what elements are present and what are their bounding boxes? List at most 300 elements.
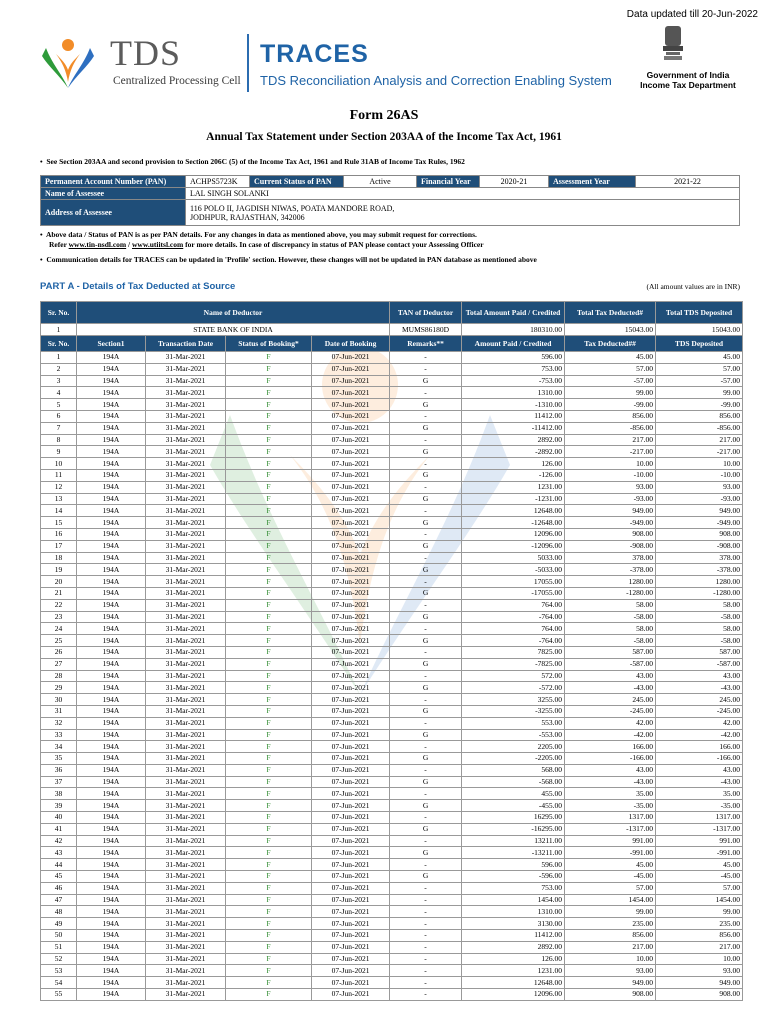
txn-date: 31-Mar-2021 — [146, 611, 226, 623]
txn-status: F — [226, 894, 312, 906]
txn-sr-no: 42 — [41, 835, 77, 847]
txn-tds: 949.00 — [656, 505, 743, 517]
table-row — [41, 517, 743, 529]
txn-amount: 572.00 — [462, 670, 565, 682]
txn-amount: 11412.00 — [462, 410, 565, 422]
txn-remarks: G — [390, 729, 462, 741]
txn-sr-no: 43 — [41, 847, 77, 859]
txn-remarks: - — [390, 670, 462, 682]
txn-remarks: - — [390, 989, 462, 1001]
txn-remarks: G — [390, 540, 462, 552]
txn-tax: 45.00 — [565, 859, 656, 871]
txn-tds: -908.00 — [656, 540, 743, 552]
txn-remarks: - — [390, 528, 462, 540]
txn-booking-date: 07-Jun-2021 — [312, 941, 390, 953]
txn-tds: -58.00 — [656, 611, 743, 623]
txn-booking-date: 07-Jun-2021 — [312, 552, 390, 564]
txn-booking-date: 07-Jun-2021 — [312, 764, 390, 776]
table-row — [41, 753, 743, 765]
txn-remarks: G — [390, 611, 462, 623]
txn-sr-no: 31 — [41, 705, 77, 717]
txn-amount: -7825.00 — [462, 658, 565, 670]
txn-amount: -2205.00 — [462, 753, 565, 765]
txn-booking-date: 07-Jun-2021 — [312, 871, 390, 883]
txn-remarks: - — [390, 859, 462, 871]
txn-section: 194A — [77, 847, 146, 859]
table-row — [41, 812, 743, 824]
txn-tds: -45.00 — [656, 871, 743, 883]
txn-section: 194A — [77, 576, 146, 588]
txn-sr-no: 7 — [41, 422, 77, 434]
txn-date: 31-Mar-2021 — [146, 717, 226, 729]
txn-section: 194A — [77, 823, 146, 835]
txn-section: 194A — [77, 717, 146, 729]
financial-year-value: 2020-21 — [480, 176, 549, 188]
txn-amount: -596.00 — [462, 871, 565, 883]
txn-section: 194A — [77, 764, 146, 776]
txn-tds: 57.00 — [656, 363, 743, 375]
txn-tax: 57.00 — [565, 882, 656, 894]
txn-remarks: G — [390, 446, 462, 458]
txn-status: F — [226, 812, 312, 824]
txn-booking-date: 07-Jun-2021 — [312, 399, 390, 411]
txn-date: 31-Mar-2021 — [146, 517, 226, 529]
txn-amount: 3255.00 — [462, 694, 565, 706]
txn-date: 31-Mar-2021 — [146, 694, 226, 706]
txn-status-header: Status of Booking* — [226, 336, 312, 352]
txn-date: 31-Mar-2021 — [146, 741, 226, 753]
txn-date: 31-Mar-2021 — [146, 682, 226, 694]
table-row — [41, 469, 743, 481]
txn-tax: 1317.00 — [565, 812, 656, 824]
txn-tax: -587.00 — [565, 658, 656, 670]
txn-sr-no: 38 — [41, 788, 77, 800]
txn-booking-date: 07-Jun-2021 — [312, 387, 390, 399]
txn-tax: -43.00 — [565, 776, 656, 788]
txn-status: F — [226, 682, 312, 694]
txn-tds: 58.00 — [656, 599, 743, 611]
txn-remarks: G — [390, 587, 462, 599]
txn-booking-date: 07-Jun-2021 — [312, 859, 390, 871]
txn-booking-date: 07-Jun-2021 — [312, 812, 390, 824]
txn-booking-date: 07-Jun-2021 — [312, 753, 390, 765]
txn-sr-no: 3 — [41, 375, 77, 387]
txn-date: 31-Mar-2021 — [146, 788, 226, 800]
txn-status: F — [226, 422, 312, 434]
txn-remarks: - — [390, 505, 462, 517]
txn-tds: -58.00 — [656, 635, 743, 647]
txn-sr-no: 1 — [41, 352, 77, 364]
deductor-total-tax: 15043.00 — [565, 324, 656, 336]
txn-sr-no: 9 — [41, 446, 77, 458]
txn-sr-no: 55 — [41, 989, 77, 1001]
txn-amount: 1310.00 — [462, 387, 565, 399]
txn-tds: 856.00 — [656, 930, 743, 942]
txn-sr-no: 26 — [41, 646, 77, 658]
txn-status: F — [226, 399, 312, 411]
txn-tds: 58.00 — [656, 623, 743, 635]
txn-sr-no: 14 — [41, 505, 77, 517]
txn-tds: -856.00 — [656, 422, 743, 434]
txn-tax: -856.00 — [565, 422, 656, 434]
txn-remarks: - — [390, 741, 462, 753]
txn-tds: 378.00 — [656, 552, 743, 564]
txn-amount: -13211.00 — [462, 847, 565, 859]
txn-amount: -553.00 — [462, 729, 565, 741]
txn-section: 194A — [77, 422, 146, 434]
table-row — [41, 540, 743, 552]
txn-sr-no: 29 — [41, 682, 77, 694]
txn-section: 194A — [77, 599, 146, 611]
txn-booking-date: 07-Jun-2021 — [312, 717, 390, 729]
txn-amount: 12648.00 — [462, 977, 565, 989]
txn-tax: -949.00 — [565, 517, 656, 529]
txn-tds: 45.00 — [656, 859, 743, 871]
txn-date: 31-Mar-2021 — [146, 705, 226, 717]
txn-tds: -1280.00 — [656, 587, 743, 599]
txn-section: 194A — [77, 481, 146, 493]
txn-tds: 1454.00 — [656, 894, 743, 906]
txn-date: 31-Mar-2021 — [146, 894, 226, 906]
txn-tax: 217.00 — [565, 941, 656, 953]
txn-date: 31-Mar-2021 — [146, 989, 226, 1001]
txn-date: 31-Mar-2021 — [146, 941, 226, 953]
txn-section: 194A — [77, 446, 146, 458]
table-row — [41, 705, 743, 717]
txn-remarks: - — [390, 717, 462, 729]
txn-status: F — [226, 552, 312, 564]
txn-remarks: - — [390, 953, 462, 965]
header-divider — [247, 34, 249, 92]
deductor-name-header: Name of Deductor — [77, 302, 390, 324]
note-communication: • Communication details for TRACES can be updated in 'Profile' section. However, these changes will not be updated in PAN database as mentioned above — [40, 255, 537, 264]
txn-booking-date: 07-Jun-2021 — [312, 611, 390, 623]
txn-section: 194A — [77, 776, 146, 788]
table-row — [41, 599, 743, 611]
deductor-sr-no-header: Sr. No. — [41, 302, 77, 324]
txn-amount-header: Amount Paid / Credited — [462, 336, 565, 352]
table-row — [41, 635, 743, 647]
txn-tds: -99.00 — [656, 399, 743, 411]
txn-remarks: - — [390, 410, 462, 422]
txn-booking-date: 07-Jun-2021 — [312, 776, 390, 788]
txn-tds: 949.00 — [656, 977, 743, 989]
utiitsl-link[interactable]: www.utiitsl.com — [132, 240, 184, 249]
page-subtitle: Annual Tax Statement under Section 203AA of the Income Tax Act, 1961 — [206, 131, 562, 143]
txn-remarks: G — [390, 564, 462, 576]
txn-tds: 43.00 — [656, 670, 743, 682]
total-tds-header: Total TDS Deposited — [656, 302, 743, 324]
table-row — [41, 670, 743, 682]
txn-tax-header: Tax Deducted## — [565, 336, 656, 352]
txn-remarks: G — [390, 753, 462, 765]
txn-sr-no: 6 — [41, 410, 77, 422]
assessment-year-value: 2021-22 — [636, 176, 740, 188]
txn-sr-no: 35 — [41, 753, 77, 765]
txn-date: 31-Mar-2021 — [146, 635, 226, 647]
txn-status: F — [226, 576, 312, 588]
gov-line2: Income Tax Department — [640, 80, 736, 90]
address-line2: JODHPUR, RAJASTHAN, 342006 — [190, 212, 305, 222]
txn-status: F — [226, 564, 312, 576]
txn-sr-no: 30 — [41, 694, 77, 706]
txn-tds: -378.00 — [656, 564, 743, 576]
txn-sr-no: 36 — [41, 764, 77, 776]
txn-section: 194A — [77, 800, 146, 812]
txn-sr-no: 25 — [41, 635, 77, 647]
txn-sr-no: 18 — [41, 552, 77, 564]
txn-tax: -908.00 — [565, 540, 656, 552]
table-row — [41, 989, 743, 1001]
txn-booking-date: 07-Jun-2021 — [312, 894, 390, 906]
txn-date: 31-Mar-2021 — [146, 493, 226, 505]
txn-date-header: Transaction Date — [146, 336, 226, 352]
txn-section: 194A — [77, 906, 146, 918]
deductor-tan: MUMS86180D — [390, 324, 462, 336]
txn-remarks: G — [390, 800, 462, 812]
txn-section: 194A — [77, 670, 146, 682]
note-section-203aa: • See Section 203AA and second provision to Section 206C (5) of the Income Tax Act, 1961 and Rule 31AB of Income Tax Rules, 1962 — [40, 157, 465, 166]
txn-amount: 568.00 — [462, 764, 565, 776]
txn-section: 194A — [77, 894, 146, 906]
table-row — [41, 363, 743, 375]
government-of-india-label — [638, 70, 738, 90]
pan-status-value: Active — [344, 176, 417, 188]
txn-tax: -217.00 — [565, 446, 656, 458]
txn-status: F — [226, 941, 312, 953]
txn-amount: -1231.00 — [462, 493, 565, 505]
txn-remarks: G — [390, 847, 462, 859]
deductor-tan-header: TAN of Deductor — [390, 302, 462, 324]
txn-amount: 126.00 — [462, 953, 565, 965]
txn-booking-date: 07-Jun-2021 — [312, 918, 390, 930]
txn-status: F — [226, 363, 312, 375]
txn-section: 194A — [77, 375, 146, 387]
txn-tax: 93.00 — [565, 481, 656, 493]
txn-booking-date: 07-Jun-2021 — [312, 623, 390, 635]
txn-amount: 1231.00 — [462, 481, 565, 493]
txn-sr-no: 2 — [41, 363, 77, 375]
txn-sr-no: 8 — [41, 434, 77, 446]
txn-section: 194A — [77, 505, 146, 517]
txn-tax: 217.00 — [565, 434, 656, 446]
txn-sr-no: 46 — [41, 882, 77, 894]
txn-tds: -57.00 — [656, 375, 743, 387]
txn-booking-date: 07-Jun-2021 — [312, 658, 390, 670]
txn-remarks: - — [390, 906, 462, 918]
table-row — [41, 906, 743, 918]
txn-amount: -753.00 — [462, 375, 565, 387]
txn-remarks: - — [390, 363, 462, 375]
tin-nsdl-link[interactable]: www.tin-nsdl.com — [68, 240, 127, 249]
txn-date: 31-Mar-2021 — [146, 458, 226, 470]
page-title: Form 26AS — [349, 108, 419, 123]
deductor-header-row — [41, 302, 743, 324]
txn-sr-no: 27 — [41, 658, 77, 670]
txn-booking-date: 07-Jun-2021 — [312, 528, 390, 540]
txn-tds-header: TDS Deposited — [656, 336, 743, 352]
txn-tds: 166.00 — [656, 741, 743, 753]
tds-title: TDS — [110, 33, 182, 73]
txn-tax: 245.00 — [565, 694, 656, 706]
txn-status: F — [226, 611, 312, 623]
txn-date: 31-Mar-2021 — [146, 540, 226, 552]
txn-tax: -378.00 — [565, 564, 656, 576]
txn-status: F — [226, 753, 312, 765]
table-row — [41, 375, 743, 387]
txn-status: F — [226, 410, 312, 422]
txn-tax: 99.00 — [565, 906, 656, 918]
txn-section: 194A — [77, 387, 146, 399]
txn-status: F — [226, 729, 312, 741]
txn-status: F — [226, 882, 312, 894]
txn-tds: 245.00 — [656, 694, 743, 706]
txn-date: 31-Mar-2021 — [146, 930, 226, 942]
txn-date: 31-Mar-2021 — [146, 918, 226, 930]
txn-tds: -166.00 — [656, 753, 743, 765]
txn-section: 194A — [77, 434, 146, 446]
txn-status: F — [226, 469, 312, 481]
txn-booking-date: 07-Jun-2021 — [312, 458, 390, 470]
txn-tds: -42.00 — [656, 729, 743, 741]
txn-tds: 991.00 — [656, 835, 743, 847]
txn-sr-no: 17 — [41, 540, 77, 552]
gov-line1: Government of India — [646, 70, 730, 80]
txn-tds: -949.00 — [656, 517, 743, 529]
txn-sr-no: 10 — [41, 458, 77, 470]
txn-tax: -991.00 — [565, 847, 656, 859]
txn-amount: -12648.00 — [462, 517, 565, 529]
txn-status: F — [226, 587, 312, 599]
assessee-address-label: Address of Assessee — [41, 200, 186, 226]
txn-sr-no: 28 — [41, 670, 77, 682]
txn-tax: -245.00 — [565, 705, 656, 717]
txn-tds: 93.00 — [656, 481, 743, 493]
assessee-name-label: Name of Assessee — [41, 188, 186, 200]
pan-value: ACHPS5723K — [186, 176, 250, 188]
txn-tds: 10.00 — [656, 953, 743, 965]
txn-date: 31-Mar-2021 — [146, 576, 226, 588]
txn-date: 31-Mar-2021 — [146, 812, 226, 824]
txn-section: 194A — [77, 953, 146, 965]
deductor-row — [41, 324, 743, 336]
txn-sr-no: 48 — [41, 906, 77, 918]
txn-remarks: - — [390, 552, 462, 564]
txn-booking-date-header: Date of Booking — [312, 336, 390, 352]
txn-date: 31-Mar-2021 — [146, 469, 226, 481]
txn-date: 31-Mar-2021 — [146, 446, 226, 458]
txn-section: 194A — [77, 965, 146, 977]
table-row — [41, 717, 743, 729]
txn-remarks: - — [390, 623, 462, 635]
txn-tax: -1280.00 — [565, 587, 656, 599]
txn-section: 194A — [77, 658, 146, 670]
txn-status: F — [226, 387, 312, 399]
txn-booking-date: 07-Jun-2021 — [312, 505, 390, 517]
txn-booking-date: 07-Jun-2021 — [312, 800, 390, 812]
txn-section: 194A — [77, 753, 146, 765]
txn-date: 31-Mar-2021 — [146, 528, 226, 540]
table-row — [41, 694, 743, 706]
txn-section: 194A — [77, 540, 146, 552]
table-row — [41, 835, 743, 847]
txn-section: 194A — [77, 517, 146, 529]
txn-date: 31-Mar-2021 — [146, 375, 226, 387]
txn-remarks: - — [390, 894, 462, 906]
txn-section: 194A — [77, 635, 146, 647]
txn-booking-date: 07-Jun-2021 — [312, 977, 390, 989]
txn-booking-date: 07-Jun-2021 — [312, 576, 390, 588]
txn-booking-date: 07-Jun-2021 — [312, 835, 390, 847]
txn-booking-date: 07-Jun-2021 — [312, 410, 390, 422]
txn-status: F — [226, 989, 312, 1001]
txn-section: 194A — [77, 528, 146, 540]
txn-sr-no: 4 — [41, 387, 77, 399]
txn-section: 194A — [77, 493, 146, 505]
table-row — [41, 587, 743, 599]
txn-booking-date: 07-Jun-2021 — [312, 682, 390, 694]
txn-date: 31-Mar-2021 — [146, 481, 226, 493]
txn-date: 31-Mar-2021 — [146, 410, 226, 422]
txn-date: 31-Mar-2021 — [146, 646, 226, 658]
txn-tds: 99.00 — [656, 387, 743, 399]
table-row — [41, 953, 743, 965]
txn-date: 31-Mar-2021 — [146, 729, 226, 741]
txn-tax: 949.00 — [565, 977, 656, 989]
txn-amount: -764.00 — [462, 635, 565, 647]
txn-tax: 908.00 — [565, 989, 656, 1001]
txn-amount: 12648.00 — [462, 505, 565, 517]
txn-amount: 12096.00 — [462, 989, 565, 1001]
address-line1: 116 POLO II, JAGDISH NIWAS, POATA MANDORE ROAD, — [190, 203, 395, 213]
txn-date: 31-Mar-2021 — [146, 363, 226, 375]
txn-tds: 908.00 — [656, 528, 743, 540]
txn-section: 194A — [77, 646, 146, 658]
txn-tax: -166.00 — [565, 753, 656, 765]
txn-booking-date: 07-Jun-2021 — [312, 599, 390, 611]
txn-date: 31-Mar-2021 — [146, 800, 226, 812]
txn-booking-date: 07-Jun-2021 — [312, 788, 390, 800]
txn-amount: -568.00 — [462, 776, 565, 788]
txn-tax: 99.00 — [565, 387, 656, 399]
txn-remarks: - — [390, 941, 462, 953]
txn-tds: 93.00 — [656, 965, 743, 977]
txn-booking-date: 07-Jun-2021 — [312, 434, 390, 446]
txn-remarks: G — [390, 517, 462, 529]
txn-sr-no: 41 — [41, 823, 77, 835]
txn-sr-no: 15 — [41, 517, 77, 529]
txn-status: F — [226, 741, 312, 753]
txn-date: 31-Mar-2021 — [146, 399, 226, 411]
txn-amount: 553.00 — [462, 717, 565, 729]
txn-sr-no: 19 — [41, 564, 77, 576]
txn-status: F — [226, 517, 312, 529]
txn-date: 31-Mar-2021 — [146, 505, 226, 517]
txn-tds: 42.00 — [656, 717, 743, 729]
txn-tax: -1317.00 — [565, 823, 656, 835]
table-row — [41, 977, 743, 989]
table-row — [41, 446, 743, 458]
txn-section: 194A — [77, 882, 146, 894]
txn-date: 31-Mar-2021 — [146, 859, 226, 871]
txn-tds: -93.00 — [656, 493, 743, 505]
txn-amount: -12096.00 — [462, 540, 565, 552]
txn-tax: 43.00 — [565, 670, 656, 682]
txn-date: 31-Mar-2021 — [146, 623, 226, 635]
txn-tds: 57.00 — [656, 882, 743, 894]
transaction-rows — [41, 352, 743, 1001]
txn-section: 194A — [77, 352, 146, 364]
